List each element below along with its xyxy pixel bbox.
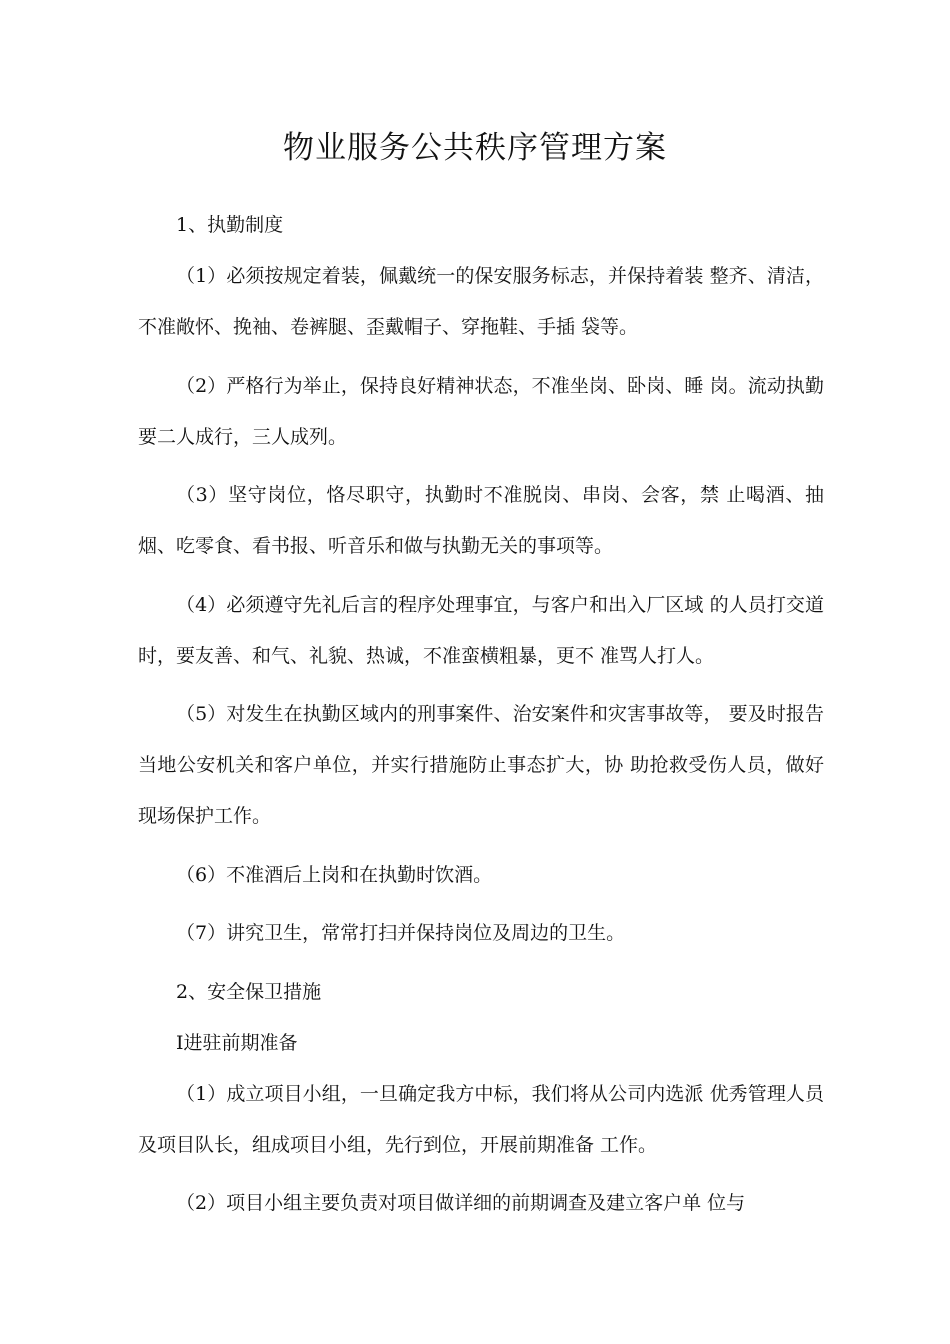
paragraph-duty-5: （5）对发生在执勤区域内的刑事案件、治安案件和灾害事故等， 要及时报告当地公安机关和客户单位，并实行措施防止事态扩大，协 助抢救受伤人员，做好现场保护工作。 — [138, 703, 824, 827]
section-heading-duty-system: 1、执勤制度 — [176, 214, 284, 236]
paragraph-duty-2: （2）严格行为举止，保持良好精神状态，不准坐岗、卧岗、睡 岗。流动执勤要二人成行，三人成列。 — [138, 374, 824, 448]
paragraph-duty-4: （4）必须遵守先礼后言的程序处理事宜，与客户和出入厂区域 的人员打交道时，要友善、和气、礼貌、热诚，不准蛮横粗暴，更不 准骂人打人。 — [138, 593, 824, 667]
paragraph-duty-7: （7）讲究卫生，常常打扫并保持岗位及周边的卫生。 — [176, 922, 626, 944]
document-body — [138, 200, 824, 1237]
document-title: 物业服务公共秩序管理方案 — [283, 130, 667, 166]
subsection-heading-pre-entry-prep: I进驻前期准备 — [176, 1031, 298, 1054]
paragraph-duty-1: （1）必须按规定着装，佩戴统一的保安服务标志，并保持着装 整齐、清洁，不准敞怀、挽袖、卷裤腿、歪戴帽子、穿拖鞋、手插 袋等。 — [138, 265, 824, 338]
paragraph-prep-2: （2）项目小组主要负责对项目做详细的前期调查及建立客户单 位与 — [176, 1192, 746, 1214]
paragraph-prep-1: （1）成立项目小组，一旦确定我方中标，我们将从公司内选派 优秀管理人员及项目队长，组成项目小组，先行到位，开展前期准备 工作。 — [138, 1082, 824, 1156]
paragraph-duty-3: （3）坚守岗位，恪尽职守，执勤时不准脱岗、串岗、会客，禁 止喝酒、抽烟、吃零食、看书报、听音乐和做与执勤无关的事项等。 — [138, 484, 824, 557]
paragraph-duty-6: （6）不准酒后上岗和在执勤时饮酒。 — [176, 863, 493, 886]
section-heading-security-measures: 2、安全保卫措施 — [176, 980, 322, 1003]
